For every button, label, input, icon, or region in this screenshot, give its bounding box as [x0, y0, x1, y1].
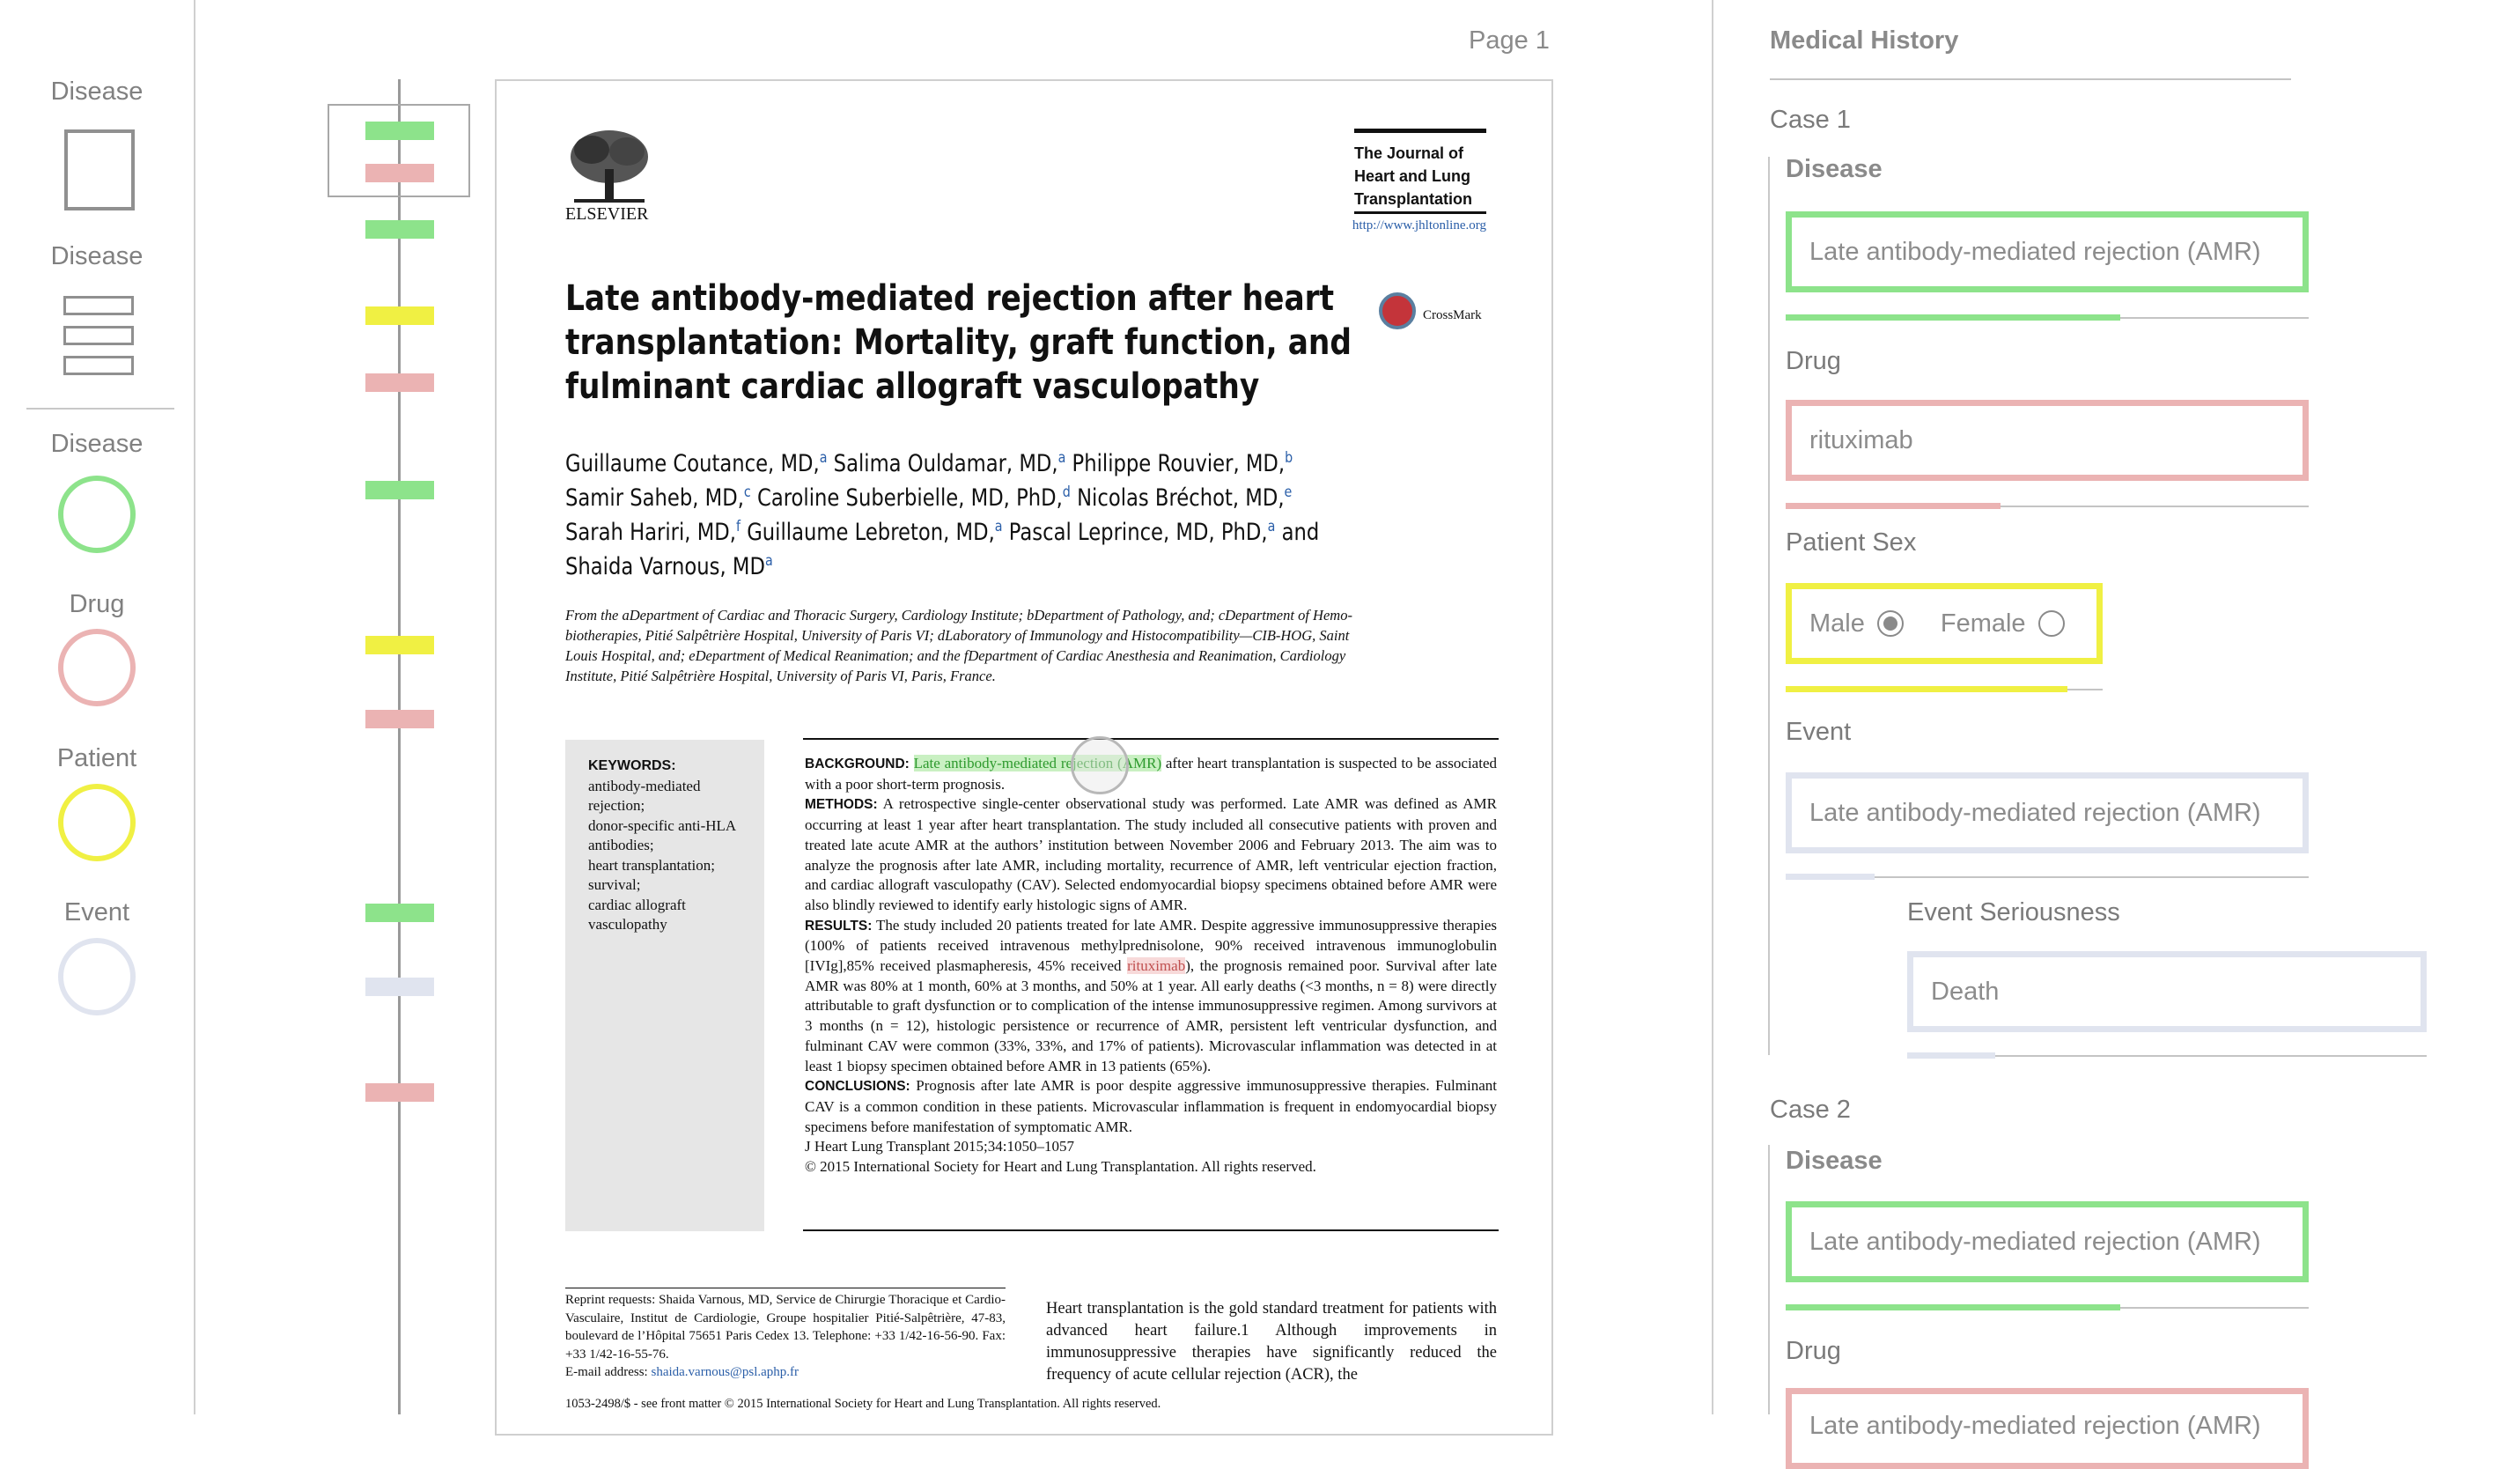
author-affiliation-marker: a: [819, 449, 828, 467]
author-affiliation-marker: f: [735, 518, 741, 535]
author-affiliation-marker: c: [743, 484, 751, 501]
author-affiliation-marker: a: [1267, 518, 1276, 535]
annotation-tool-palette: [0, 0, 195, 1414]
keywords-box: [565, 740, 764, 1231]
abstract-text: The study included 20 patients treated for late AMR. Despite aggressive immunosuppressive therapies (100% of patients received intravenous methylprednisolone, 90% received intravenous immunoglobulin [IVIg],85% received plasmapheresis, 45% received: [805, 916, 1497, 975]
author-affiliation-marker: b: [1285, 449, 1293, 467]
field-label: Disease: [1786, 155, 1883, 183]
case-label: Case 1: [1770, 106, 1851, 134]
abstract-text: Prognosis after late AMR is poor despite aggressive immunosuppressive therapies. Fulminant CAV is a common condition in these patients. Microvascular inflammation is frequent in endomyocardial biopsy specimens before manifestation of symptomatic AMR.: [805, 1077, 1497, 1135]
minimap-event-mark[interactable]: [365, 978, 434, 996]
keyword: survival;: [588, 876, 641, 893]
minimap-disease-mark[interactable]: [365, 220, 434, 239]
field-label: Drug: [1786, 347, 1841, 375]
rectangle-icon[interactable]: [64, 129, 135, 210]
form-title: Medical History: [1770, 26, 1959, 55]
field-label: Disease: [1786, 1147, 1883, 1175]
crossmark-icon[interactable]: [1379, 292, 1416, 329]
abstract-text: after heart transplantation is suspected to be associated with a poor short-term prognosis.: [805, 755, 1497, 793]
field-label: Event: [1786, 718, 1852, 746]
author-affiliation-marker: d: [1062, 484, 1071, 501]
minimap-axis: [398, 79, 401, 1414]
author-name: Caroline Suberbielle, MD, PhD,: [750, 484, 1063, 512]
journal-url-link[interactable]: http://www.jhltonline.org: [1352, 218, 1486, 233]
drug-annotation-highlight[interactable]: rituximab: [1127, 957, 1186, 975]
minimap-disease-mark[interactable]: [365, 904, 434, 922]
field-label: Event Seriousness: [1907, 898, 2120, 926]
author-affiliation-marker: e: [1284, 484, 1293, 501]
author-name: Sarah Hariri, MD,: [565, 519, 736, 546]
author-affiliation-marker: a: [1057, 449, 1066, 467]
female-radio[interactable]: [2038, 610, 2065, 637]
tool-label: Disease: [50, 78, 144, 106]
minimap-drug-mark[interactable]: [365, 373, 434, 392]
author-name: Nicolas Bréchot, MD,: [1070, 484, 1285, 512]
article-title: Late antibody-mediated rejection after heart transplantation: Mortality, graft function, and fulminant cardiac allograft vasculopathy: [565, 278, 1352, 407]
title-rule: [1770, 78, 2291, 80]
author-list: [565, 444, 1335, 581]
drug-field[interactable]: rituximab: [1786, 400, 2309, 481]
minimap-disease-mark[interactable]: [365, 122, 434, 140]
copyright: © 2015 International Society for Heart and Lung Transplantation. All rights reserved.: [805, 1158, 1316, 1176]
tool-label: Event: [63, 898, 130, 926]
event-confidence-bar: [1786, 874, 1875, 880]
disease-field[interactable]: Late antibody-mediated rejection (AMR): [1786, 211, 2309, 292]
author-name: Salima Ouldamar, MD,: [827, 450, 1058, 477]
abstract-bottom-rule: [803, 1229, 1499, 1231]
drug-circle-icon[interactable]: [58, 629, 136, 706]
keywords-list: [588, 777, 741, 935]
affiliations: From the aDepartment of Cardiac and Thoracic Surgery, Cardiology Institute; bDepartment of Pathology, and; cDepartment of Hemo-biotherapies, Pitié Salpêtrière Hospital, University of Paris VI; dLaboratory of Immunology and Histocompatibility—CIB-HOG, Saint Louis Hospital, and; eDepartment of Medical Reanimation; and the fDepartment of Cardiac Anesthesia and Reanimation, Cardiology Institute, Pitié Salpêtrière Hospital, University of Paris VI, Paris, France.: [565, 607, 1352, 684]
author-affiliation-marker: a: [994, 518, 1003, 535]
author-name: Guillaume Lebreton, MD,: [741, 519, 995, 546]
field-label: Patient Sex: [1786, 528, 1917, 557]
disease-annotation-highlight[interactable]: Late antibody-mediated rejection (AMR): [913, 755, 1162, 771]
journal-line: Transplantation: [1354, 190, 1473, 208]
disease-confidence-bar: [1786, 1304, 2120, 1310]
disease-confidence-bar: [1786, 314, 2120, 321]
minimap-patient-mark[interactable]: [365, 636, 434, 654]
field-label: Drug: [1786, 1337, 1841, 1365]
body-text: Heart transplantation is the gold standard treatment for patients with advanced heart failure.1 Although improvements in immunosuppressive therapies have significantly reduced the frequency of acute cellular rejection (ACR), the: [1046, 1300, 1497, 1384]
author-name: Philippe Rouvier, MD,: [1065, 450, 1286, 477]
author-affiliation-marker: a: [764, 552, 773, 570]
sex-confidence-bar: [1786, 686, 2067, 692]
event-seriousness-field[interactable]: Death: [1907, 951, 2427, 1032]
minimap-drug-mark[interactable]: [365, 1083, 434, 1102]
journal-line: The Journal of: [1354, 144, 1464, 162]
keyword: donor-specific anti-HLA antibodies;: [588, 816, 736, 853]
publisher-name: ELSEVIER: [565, 204, 649, 224]
document-page: [495, 79, 1553, 1436]
abstract-heading: BACKGROUND:: [805, 757, 910, 771]
author-name: and Shaida Varnous, MD: [565, 519, 1320, 580]
keywords-label: KEYWORDS:: [588, 758, 676, 773]
abstract-top-rule: [803, 738, 1499, 740]
drug-field[interactable]: Late antibody-mediated rejection (AMR): [1786, 1388, 2309, 1469]
minimap-disease-mark[interactable]: [365, 481, 434, 499]
citation: J Heart Lung Transplant 2015;34:1050–1057: [805, 1138, 1074, 1155]
abstract-heading: METHODS:: [805, 797, 878, 813]
tool-label: Disease: [50, 242, 144, 270]
medical-history-form: [1713, 0, 2520, 1440]
page-number: Page 1: [1469, 26, 1550, 55]
tool-label: Disease: [50, 430, 144, 458]
event-field[interactable]: Late antibody-mediated rejection (AMR): [1786, 772, 2309, 853]
reprint-requests: [565, 1291, 1006, 1382]
disease-circle-icon[interactable]: [58, 476, 136, 553]
abstract-text: A retrospective single-center observational study was performed. Late AMR was defined as AMR occurring at least 1 year after heart transplantation. The study included all consecutive patients with proven and treated late acute AMR at the authors’ institution between November 2006 and February 2013. The aim was to analyze the prognosis after late AMR, including mortality, recurrence of AMR, left ventricular ejection fraction, and cardiac allograft vasculopathy (CAV). Selected endomyocardial biopsy specimens obtained before AMR were also blindly reviewed to identify early histologic signs of AMR.: [805, 795, 1497, 913]
keyword: cardiac allograft vasculopathy: [588, 896, 686, 933]
author-name: Pascal Leprince, MD, PhD,: [1002, 519, 1268, 546]
drug-confidence-bar: [1786, 503, 2001, 509]
minimap-drug-mark[interactable]: [365, 710, 434, 728]
abstract-heading: RESULTS:: [805, 918, 873, 934]
case-label: Case 2: [1770, 1096, 1851, 1124]
elsevier-tree-logo: [565, 125, 653, 204]
keyword: heart transplantation;: [588, 856, 715, 874]
journal-line: Heart and Lung: [1354, 167, 1471, 185]
minimap-patient-mark[interactable]: [365, 306, 434, 325]
disease-field[interactable]: Late antibody-mediated rejection (AMR): [1786, 1201, 2309, 1282]
stacked-rows-icon[interactable]: [63, 296, 136, 380]
patient-sex-field[interactable]: [1786, 583, 2103, 664]
keyword: antibody-mediated rejection;: [588, 777, 701, 814]
cursor-indicator: [1071, 736, 1129, 794]
author-name: Guillaume Coutance, MD,: [565, 450, 820, 477]
male-radio[interactable]: [1877, 610, 1904, 637]
seriousness-confidence-bar: [1907, 1052, 1995, 1059]
female-option-label: Female: [1940, 609, 2026, 638]
abstract-heading: CONCLUSIONS:: [805, 1079, 910, 1095]
minimap-drug-mark[interactable]: [365, 164, 434, 182]
case-rule: [1768, 1145, 1770, 1414]
email-link[interactable]: shaida.varnous@psl.aphp.fr: [651, 1365, 799, 1379]
reprint-text: Reprint requests: Shaida Varnous, MD, Service de Chirurgie Thoracique et Cardio-Vasculaire, Institut de Cardiologie, Groupe hospitalier Pitié-Salpêtrière, 47-83, boulevard de l’Hôpital 75651 Paris Cedex 13. Telephone: +33 1/42-16-56-90. Fax: +33 1/42-16-55-76.: [565, 1293, 1006, 1362]
crossmark-label: CrossMark: [1423, 308, 1482, 322]
email-label: E-mail address:: [565, 1365, 652, 1379]
minimap-viewport[interactable]: [328, 104, 470, 197]
case-rule: [1768, 157, 1770, 1055]
abstract-text: ), the prognosis remained poor. Survival after late AMR was 80% at 1 month, 60% at 3 months, and 50% at 1 year. All early deaths (<3 months, n = 8) were directly attributable to graft dysfunction or to complication of the intense immunosuppressive regimen. Among survivors at 3 months (n = 12), histologic persistence or recurrence of AMR, persistent left ventricular dysfunction, and fulminant CAV were common (33%, 33%, and 17% of patients). Microvascular inflammation was detected in at least 1 biopsy specimen obtained before AMR in 13 patients (65%).: [805, 957, 1497, 1074]
male-option-label: Male: [1809, 609, 1865, 638]
issn-footer: 1053-2498/$ - see front matter © 2015 International Society for Heart and Lung Transplantation. All rights reserved.: [565, 1397, 1161, 1411]
author-name: Samir Saheb, MD,: [565, 484, 744, 512]
event-circle-icon[interactable]: [58, 938, 136, 1015]
tool-label: Drug: [69, 590, 125, 618]
journal-name: [1354, 129, 1486, 210]
journal-rule: [1354, 211, 1486, 214]
tool-label: Patient: [56, 744, 137, 772]
abstract: [805, 754, 1497, 1177]
patient-circle-icon[interactable]: [58, 784, 136, 861]
palette-divider: [26, 408, 174, 410]
